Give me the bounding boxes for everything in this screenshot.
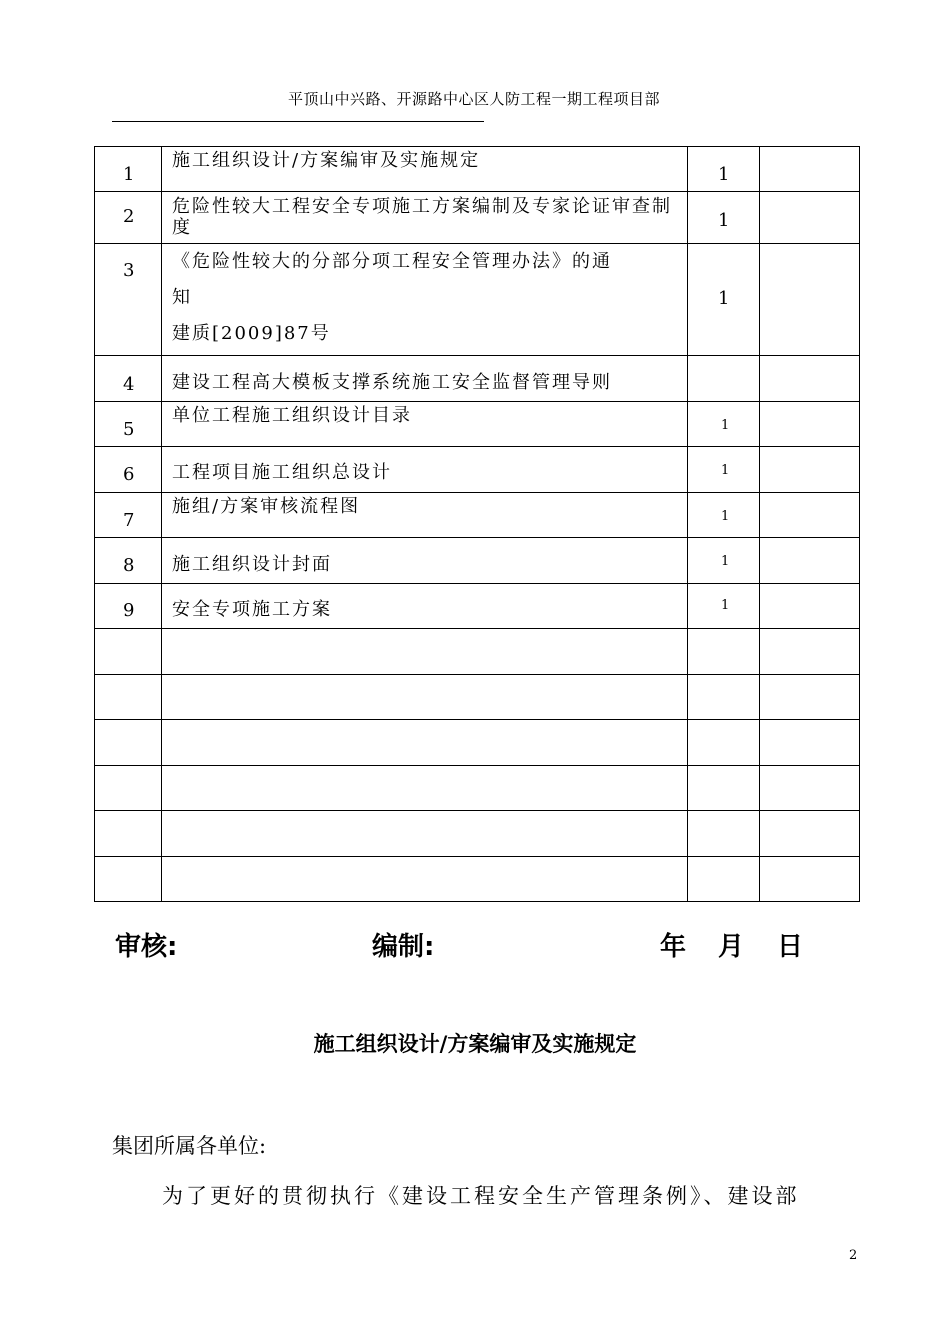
row-name-cell: 工程项目施工组织总设计 (162, 447, 688, 493)
row-name-cell: 施工组织设计/方案编审及实施规定 (162, 147, 688, 192)
row-count-cell: 1 (688, 147, 760, 192)
salutation-text: 集团所属各单位: (112, 1134, 267, 1158)
row-count-cell: 1 (688, 402, 760, 447)
table-row (95, 192, 860, 244)
row-number-cell: 9 (95, 584, 162, 629)
table-row (95, 147, 860, 192)
day-label: 日 (777, 932, 804, 962)
header-rule (112, 121, 484, 122)
body-paragraph: 为了更好的贯彻执行《建设工程安全生产管理条例》、建设部 (162, 1184, 800, 1208)
row-number-cell: 8 (95, 538, 162, 584)
row-name-cell: 施工组织设计封面 (162, 538, 688, 584)
document-list-table (94, 146, 860, 902)
page-header-title: 平顶山中兴路、开源路中心区人防工程一期工程项目部 (288, 90, 661, 108)
page-number: 2 (849, 1248, 858, 1263)
row-count-cell: 1 (688, 447, 760, 493)
row-remark-cell (760, 147, 860, 192)
row-remark-cell (760, 493, 860, 538)
compile-label: 编制: (372, 932, 435, 962)
row-count-cell: 1 (688, 192, 760, 244)
row-name-cell: 安全专项施工方案 (162, 584, 688, 629)
row-number-cell: 1 (95, 147, 162, 192)
table-row (95, 584, 860, 629)
row-remark-cell (760, 584, 860, 629)
document-title: 施工组织设计/方案编审及实施规定 (313, 1032, 637, 1056)
table-row-empty (95, 629, 860, 675)
row-remark-cell (760, 538, 860, 584)
row-name-cell: 施组/方案审核流程图 (162, 493, 688, 538)
table-row-empty (95, 811, 860, 857)
row-count-cell: 1 (688, 493, 760, 538)
month-label: 月 (718, 932, 745, 962)
row-number-cell: 5 (95, 402, 162, 447)
row-remark-cell (760, 402, 860, 447)
row-name-cell: 建设工程高大模板支撑系统施工安全监督管理导则 (162, 356, 688, 402)
row-number-cell: 6 (95, 447, 162, 493)
row-remark-cell (760, 447, 860, 493)
table-row (95, 447, 860, 493)
row-remark-cell (760, 356, 860, 402)
row-remark-cell (760, 192, 860, 244)
table-row (95, 538, 860, 584)
row-name-cell: 单位工程施工组织设计目录 (162, 402, 688, 447)
review-label: 审核: (115, 932, 178, 962)
row-name-cell: 《危险性较大的分部分项工程安全管理办法》的通 知 建质[2009]87号 (162, 244, 688, 356)
row-number-cell: 7 (95, 493, 162, 538)
row-count-cell: 1 (688, 584, 760, 629)
row-number-cell: 4 (95, 356, 162, 402)
table-row-empty (95, 675, 860, 720)
row-number-cell: 3 (95, 244, 162, 356)
table-row (95, 493, 860, 538)
table-row (95, 356, 860, 402)
row-remark-cell (760, 244, 860, 356)
table-row (95, 244, 860, 356)
table-row-empty (95, 720, 860, 766)
row-count-cell (688, 356, 760, 402)
table-row-empty (95, 857, 860, 902)
table-row-empty (95, 766, 860, 811)
row-count-cell: 1 (688, 538, 760, 584)
row-name-cell: 危险性较大工程安全专项施工方案编制及专家论证审查制度 (162, 192, 688, 244)
row-number-cell: 2 (95, 192, 162, 244)
row-count-cell: 1 (688, 244, 760, 356)
year-label: 年 (660, 932, 687, 962)
table-row (95, 402, 860, 447)
